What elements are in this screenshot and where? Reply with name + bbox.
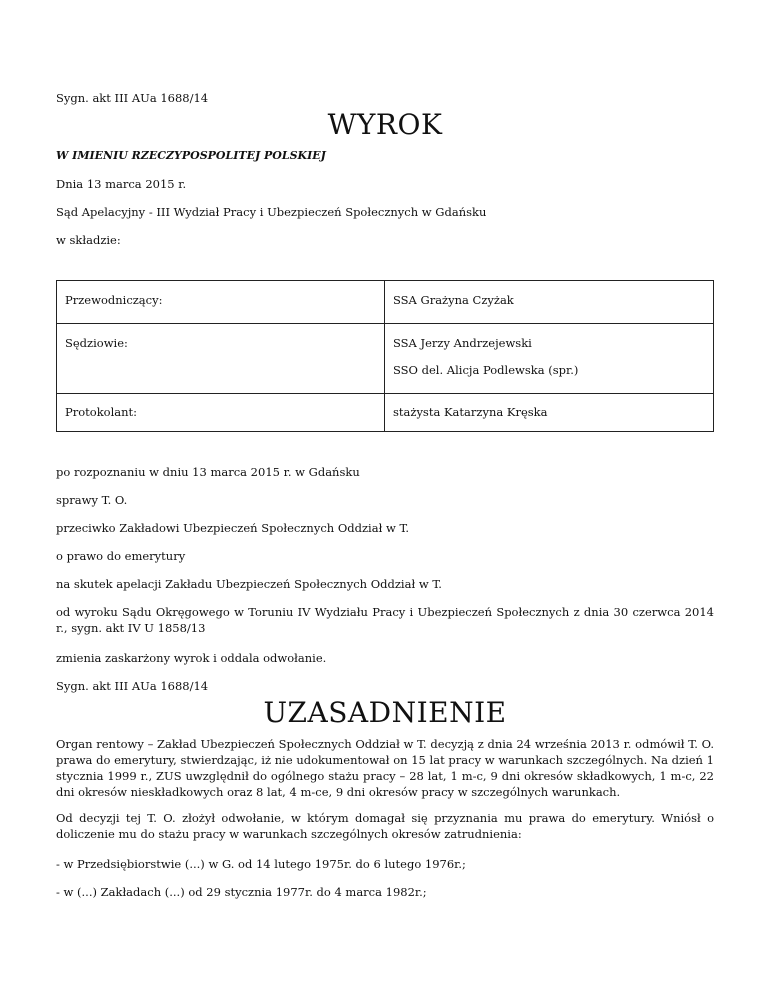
justification-title: UZASADNIENIE [263, 696, 507, 729]
court-name: Sąd Apelacyjny - III Wydział Pracy i Ubezpieczeń Społecznych w Gdańsku [56, 205, 487, 219]
panel-role-label: Przewodniczący: [65, 293, 163, 307]
case-subject: o prawo do emerytury [56, 549, 186, 563]
judgment-subtitle: W IMIENIU RZECZYPOSPOLITEJ POLSKIEJ [56, 149, 326, 162]
case-against: przeciwko Zakładowi Ubezpieczeń Społecznych Oddział w T. [56, 521, 410, 535]
employment-period-item: - w Przedsiębiorstwie (...) w G. od 14 lutego 1975r. do 6 lutego 1976r.; [56, 857, 466, 871]
panel-member-name: stażysta Katarzyna Kręska [393, 405, 548, 419]
composition-intro: w składzie: [56, 233, 121, 247]
judgment-title: WYROK [327, 108, 443, 141]
case-signature-justification: Sygn. akt III AUa 1688/14 [56, 679, 209, 693]
panel-row-judges [57, 324, 714, 394]
case-signature-top: Sygn. akt III AUa 1688/14 [56, 91, 209, 105]
panel-role-label: Protokolant: [65, 405, 138, 419]
justification-paragraph: Od decyzji tej T. O. złożył odwołanie, w którym domagał się przyznania mu prawa do emerytury. Wniósł o doliczenie mu do stażu pracy w warunkach szczególnych okresów zatrudnienia: [56, 811, 714, 841]
case-party: sprawy T. O. [56, 493, 128, 507]
judgment-date: Dnia 13 marca 2015 r. [56, 177, 187, 191]
panel-row-presiding [57, 281, 714, 324]
justification-paragraph: Organ rentowy – Zakład Ubezpieczeń Społecznych Oddział w T. decyzją z dnia 24 września 2013 r. odmówił T. O. prawa do emerytury, stwierdzając, iż nie udokumentował on 15 lat pracy w warunkach szczególnych. Na dzień 1 stycznia 1999 r., ZUS uwzględnił do ogólnego stażu pracy – 28 lat, 1 m-c, 9 dni okresów składkowych, 1 m-c, 22 dni okresów nieskładkowych oraz 8 lat, 4 m-ce, 9 dni okresów pracy w szczególnych warunkach. [56, 737, 714, 799]
ruling-line: zmienia zaskarżony wyrok i oddala odwołanie. [56, 651, 327, 665]
employment-period-item: - w (...) Zakładach (...) od 29 stycznia 1977r. do 4 marca 1982r.; [56, 885, 427, 899]
hearing-line: po rozpoznaniu w dniu 13 marca 2015 r. w Gdańsku [56, 465, 360, 479]
court-panel-table [56, 280, 714, 432]
panel-role-label: Sędziowie: [65, 336, 128, 350]
panel-member-name: SSO del. Alicja Podlewska (spr.) [393, 363, 579, 377]
panel-member-name: SSA Jerzy Andrzejewski [393, 336, 532, 350]
panel-row-clerk [57, 394, 714, 432]
appeal-line: na skutek apelacji Zakładu Ubezpieczeń Społecznych Oddział w T. [56, 577, 442, 591]
panel-member-name: SSA Grażyna Czyżak [393, 293, 514, 307]
lower-court-judgment: od wyroku Sądu Okręgowego w Toruniu IV Wydziału Pracy i Ubezpieczeń Społecznych z dnia 30 czerwca 2014 r., sygn. akt IV U 1858/13 [56, 605, 714, 635]
